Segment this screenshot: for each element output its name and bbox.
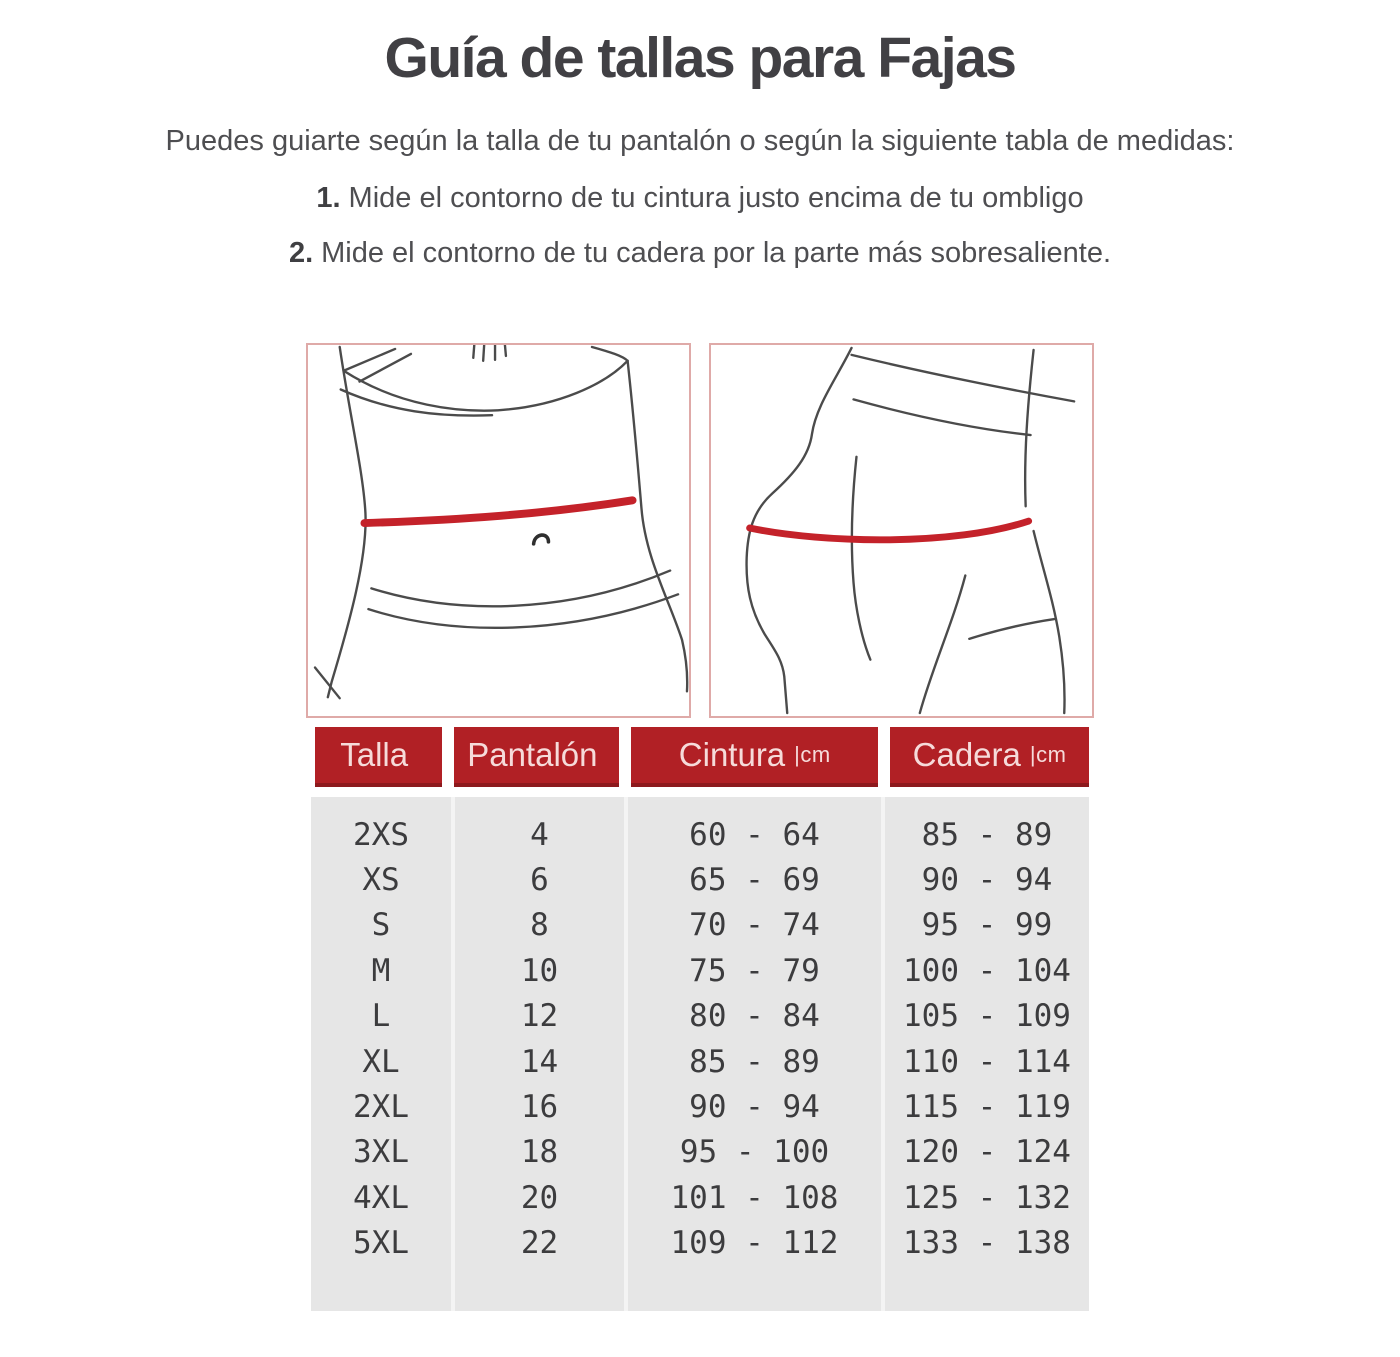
header-talla xyxy=(315,727,442,787)
header-cadera-label: Cadera xyxy=(912,735,1021,773)
table-cell-talla: 2XS xyxy=(353,816,409,853)
table-cell-cintura: 95 - 100 xyxy=(679,1134,830,1171)
torso-right-line xyxy=(628,361,688,691)
fabric-tick-2 xyxy=(483,345,484,361)
navel-icon xyxy=(534,535,549,544)
fabric-tick-1 xyxy=(473,345,474,358)
table-cell-cintura: 101 - 108 xyxy=(670,1179,839,1216)
table-cell-cadera: 125 - 132 xyxy=(903,1179,1071,1216)
header-pantalon-label: Pantalón xyxy=(467,735,598,773)
waistband-bottom-line xyxy=(854,399,1031,435)
table-cell-pantalon: 12 xyxy=(520,998,559,1035)
table-cell-pantalon: 8 xyxy=(530,907,549,944)
table-cell-talla: 3XL xyxy=(353,1134,409,1171)
column-pantalon xyxy=(451,797,624,1311)
torso-left-hatch xyxy=(315,667,340,698)
hip-band-line xyxy=(750,521,1029,540)
column-cintura xyxy=(624,797,881,1311)
table-cell-pantalon: 4 xyxy=(530,816,549,853)
table-cell-talla: S xyxy=(371,907,391,944)
step-1-text: Mide el contorno de tu cintura justo encima de tu ombligo xyxy=(348,181,1084,214)
table-cell-cintura: 70 - 74 xyxy=(689,907,820,944)
intro-text: Puedes guiarte según la talla de tu pantalón o según la siguiente tabla de medidas: xyxy=(165,124,1235,157)
size-table-body xyxy=(311,797,1089,1311)
step-1-number: 1. xyxy=(316,181,341,214)
step-1 xyxy=(0,171,1400,226)
header-pantalon xyxy=(454,727,619,787)
table-cell-cadera: 85 - 89 xyxy=(921,816,1053,853)
waist-measurement-illustration xyxy=(306,343,691,718)
waistband-top-line xyxy=(852,355,1075,401)
hem-diagonal-line xyxy=(969,619,1054,639)
table-cell-cadera: 110 - 114 xyxy=(903,1043,1071,1080)
table-cell-cintura: 80 - 84 xyxy=(689,998,820,1035)
step-2 xyxy=(0,226,1400,281)
header-cintura xyxy=(631,727,878,787)
table-cell-cadera: 95 - 99 xyxy=(921,907,1053,944)
page-title: Guía de tallas para Fajas xyxy=(384,26,1016,90)
header-cadera xyxy=(890,727,1089,787)
table-cell-pantalon: 6 xyxy=(530,862,549,899)
table-cell-talla: XL xyxy=(362,1043,400,1080)
strap-left-inner xyxy=(359,354,410,382)
header-cintura-unit: |cm xyxy=(794,741,831,767)
waist-band-line xyxy=(364,500,632,523)
hip-figure-svg xyxy=(711,345,1092,716)
table-cell-talla: 5XL xyxy=(353,1225,409,1262)
table-cell-pantalon: 10 xyxy=(520,952,559,989)
table-cell-cadera: 133 - 138 xyxy=(903,1225,1071,1262)
size-table xyxy=(311,727,1089,1311)
center-crease-line xyxy=(852,456,870,659)
table-cell-talla: 2XL xyxy=(353,1089,409,1126)
table-cell-cintura: 109 - 112 xyxy=(670,1225,839,1262)
table-cell-cadera: 120 - 124 xyxy=(903,1134,1071,1171)
table-cell-pantalon: 20 xyxy=(520,1179,559,1216)
waist-figure-svg xyxy=(308,345,689,716)
torso-left-line xyxy=(328,347,366,697)
table-cell-talla: XS xyxy=(362,862,400,899)
size-table-header xyxy=(311,727,1089,787)
table-cell-cadera: 115 - 119 xyxy=(903,1089,1071,1126)
header-cintura-label: Cintura xyxy=(678,735,786,773)
table-cell-cadera: 90 - 94 xyxy=(921,862,1053,899)
strap-right xyxy=(592,347,628,361)
table-cell-cintura: 75 - 79 xyxy=(689,952,820,989)
table-cell-pantalon: 14 xyxy=(520,1043,559,1080)
step-2-number: 2. xyxy=(288,236,314,269)
table-cell-talla: M xyxy=(371,952,391,989)
table-cell-pantalon: 22 xyxy=(520,1225,559,1262)
table-cell-pantalon: 16 xyxy=(520,1089,559,1126)
measurement-steps xyxy=(0,171,1400,281)
column-talla xyxy=(311,797,451,1311)
table-cell-cintura: 90 - 94 xyxy=(689,1089,820,1126)
table-cell-cintura: 65 - 69 xyxy=(689,862,820,899)
hem-upper-line xyxy=(371,570,670,606)
table-cell-pantalon: 18 xyxy=(520,1134,559,1171)
table-cell-cadera: 100 - 104 xyxy=(903,952,1071,989)
step-2-text: Mide el contorno de tu cadera por la parte más sobresaliente. xyxy=(321,236,1112,269)
leg-crease-line xyxy=(920,575,966,713)
table-cell-talla: L xyxy=(371,998,391,1035)
table-cell-cintura: 85 - 89 xyxy=(689,1043,820,1080)
fabric-tick-4 xyxy=(505,345,506,356)
column-cadera xyxy=(881,797,1089,1311)
header-talla-label: Talla xyxy=(340,735,409,773)
illustrations-row xyxy=(0,343,1400,718)
table-cell-cintura: 60 - 64 xyxy=(689,816,820,853)
table-cell-cadera: 105 - 109 xyxy=(903,998,1071,1035)
header-cadera-unit: |cm xyxy=(1029,741,1067,767)
front-line-upper xyxy=(1025,350,1033,506)
table-cell-talla: 4XL xyxy=(353,1179,409,1216)
hip-measurement-illustration xyxy=(709,343,1094,718)
